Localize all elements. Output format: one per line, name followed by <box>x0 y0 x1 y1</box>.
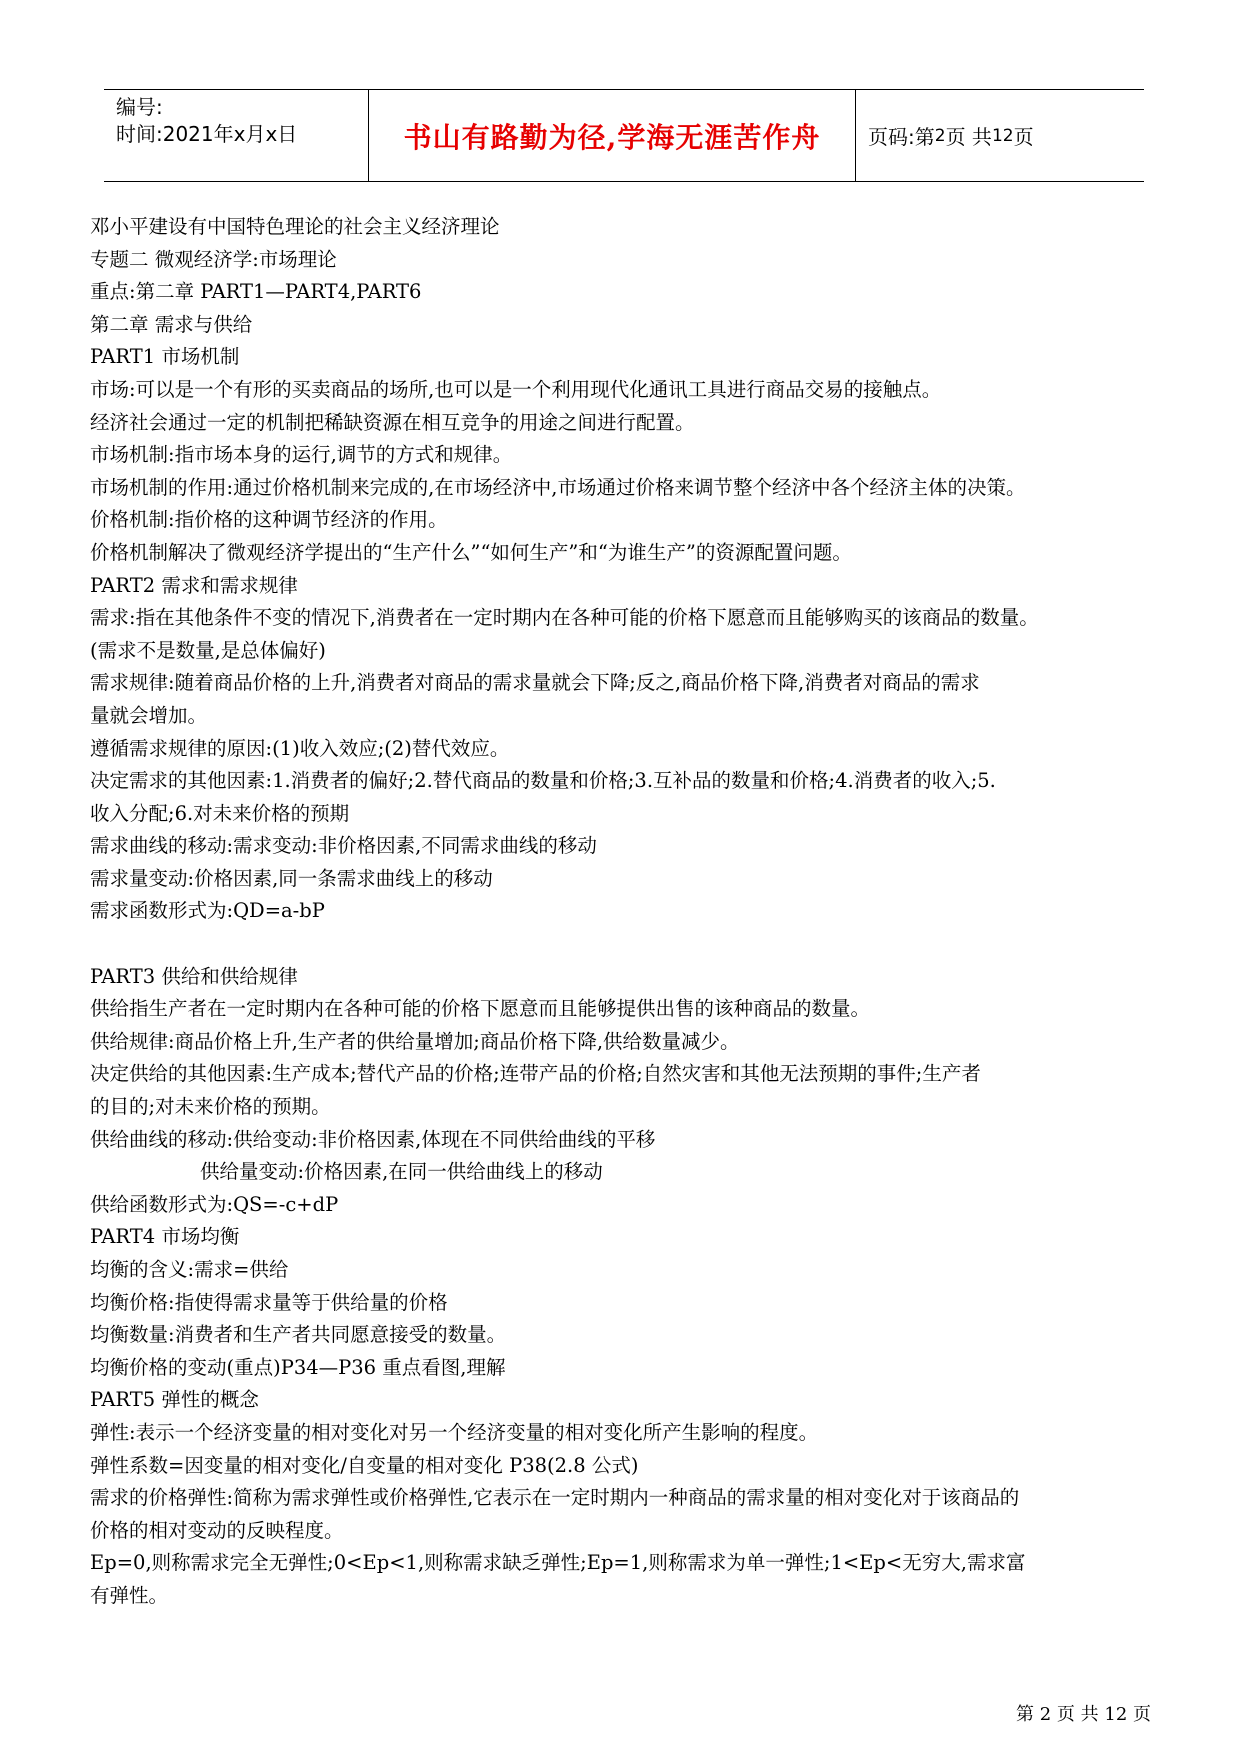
text-line: 供给指生产者在一定时期内在各种可能的价格下愿意而且能够提供出售的该种商品的数量。 <box>90 997 871 1021</box>
page-suffix: 页 <box>1013 125 1034 149</box>
page-total: 12 <box>991 125 1014 146</box>
text-line: 决定需求的其他因素:1.消费者的偏好;2.替代商品的数量和价格;3.互补品的数量和价格;4.消费者的收入;5. <box>90 769 996 793</box>
header-page-info <box>856 90 1144 181</box>
text-line: 市场机制的作用:通过价格机制来完成的,在市场经济中,市场通过价格来调节整个经济中各个经济主体的决策。 <box>90 475 1026 499</box>
text-line: 邓小平建设有中国特色理论的社会主义经济理论 <box>90 215 500 238</box>
text-line: 第二章 需求与供给 <box>90 312 253 336</box>
text-line: 经济社会通过一定的机制把稀缺资源在相互竞争的用途之间进行配置。 <box>90 410 695 434</box>
page-mid: 页 共 <box>945 125 992 149</box>
page-current: 2 <box>934 125 946 146</box>
text-line: 决定供给的其他因素:生产成本;替代产品的价格;连带产品的价格;自然灾害和其他无法预期的事件;生产者 <box>90 1062 981 1086</box>
text-line: 的目的;对未来价格的预期。 <box>90 1095 331 1119</box>
text-line: 有弹性。 <box>90 1583 169 1607</box>
header-motto-cell <box>368 90 856 181</box>
text-line <box>90 928 1170 961</box>
text-line: 量就会增加。 <box>90 703 208 727</box>
text-line: 供给函数形式为:QS=-c+dP <box>90 1192 339 1216</box>
text-line: PART3 供给和供给规律 <box>90 964 298 988</box>
text-line: (需求不是数量,是总体偏好) <box>90 638 326 662</box>
text-line: 需求规律:随着商品价格的上升,消费者对商品的需求量就会下降;反之,商品价格下降,消费者对商品的需求 <box>90 671 980 695</box>
text-line: 供给曲线的移动:供给变动:非价格因素,体现在不同供给曲线的平移 <box>90 1127 656 1151</box>
document-body <box>90 211 1170 1613</box>
page-footer: 第 2 页 共 12 页 <box>1016 1704 1151 1725</box>
text-line: 价格的相对变动的反映程度。 <box>90 1518 344 1542</box>
text-line: 供给量变动:价格因素,在同一供给曲线上的移动 <box>200 1160 603 1184</box>
document-number-label: 编号: <box>116 95 163 119</box>
text-line: PART4 市场均衡 <box>90 1225 240 1249</box>
text-line: 需求:指在其他条件不变的情况下,消费者在一定时期内在各种可能的价格下愿意而且能够购买的该商品的数量。 <box>90 606 1039 630</box>
document-time: 时间:2021年x月x日 <box>116 122 298 146</box>
document-header <box>104 89 1144 182</box>
text-line: 收入分配;6.对未来价格的预期 <box>90 801 350 825</box>
text-line: 价格机制:指价格的这种调节经济的作用。 <box>90 508 448 532</box>
text-line: 专题二 微观经济学:市场理论 <box>90 247 337 271</box>
text-line: 市场机制:指市场本身的运行,调节的方式和规律。 <box>90 443 513 467</box>
text-line: PART1 市场机制 <box>90 345 240 369</box>
text-line: 均衡价格:指使得需求量等于供给量的价格 <box>90 1290 448 1314</box>
text-line: 需求的价格弹性:简称为需求弹性或价格弹性,它表示在一定时期内一种商品的需求量的相对变化对于该商品的 <box>90 1486 1020 1510</box>
header-motto: 书山有路勤为径,学海无涯苦作舟 <box>403 120 821 154</box>
text-line: 供给规律:商品价格上升,生产者的供给量增加;商品价格下降,供给数量减少。 <box>90 1029 740 1053</box>
page-prefix: 页码:第 <box>868 125 935 149</box>
text-line: 价格机制解决了微观经济学提出的“生产什么”“如何生产”和“为谁生产”的资源配置问题。 <box>90 540 852 564</box>
text-line: 需求曲线的移动:需求变动:非价格因素,不同需求曲线的移动 <box>90 834 597 858</box>
header-meta <box>104 90 368 181</box>
text-line: 均衡的含义:需求=供给 <box>90 1258 289 1281</box>
text-line: 需求函数形式为:QD=a-bP <box>90 899 325 923</box>
text-line: 弹性:表示一个经济变量的相对变化对另一个经济变量的相对变化所产生影响的程度。 <box>90 1420 819 1444</box>
text-line: 市场:可以是一个有形的买卖商品的场所,也可以是一个利用现代化通讯工具进行商品交易的接触点。 <box>90 377 942 401</box>
text-line: 弹性系数=因变量的相对变化/自变量的相对变化 P38(2.8 公式) <box>90 1453 639 1477</box>
text-line: 遵循需求规律的原因:(1)收入效应;(2)替代效应。 <box>90 736 510 760</box>
text-line: Ep=0,则称需求完全无弹性;0<Ep<1,则称需求缺乏弹性;Ep=1,则称需求为单一弹性;1<Ep<无穷大,需求富 <box>90 1551 1026 1575</box>
text-line: 均衡价格的变动(重点)P34—P36 重点看图,理解 <box>90 1355 506 1379</box>
text-line: PART2 需求和需求规律 <box>90 573 298 597</box>
text-line: PART5 弹性的概念 <box>90 1388 259 1412</box>
text-line: 重点:第二章 PART1—PART4,PART6 <box>90 280 422 304</box>
text-line: 需求量变动:价格因素,同一条需求曲线上的移动 <box>90 866 493 890</box>
text-line: 均衡数量:消费者和生产者共同愿意接受的数量。 <box>90 1323 507 1347</box>
